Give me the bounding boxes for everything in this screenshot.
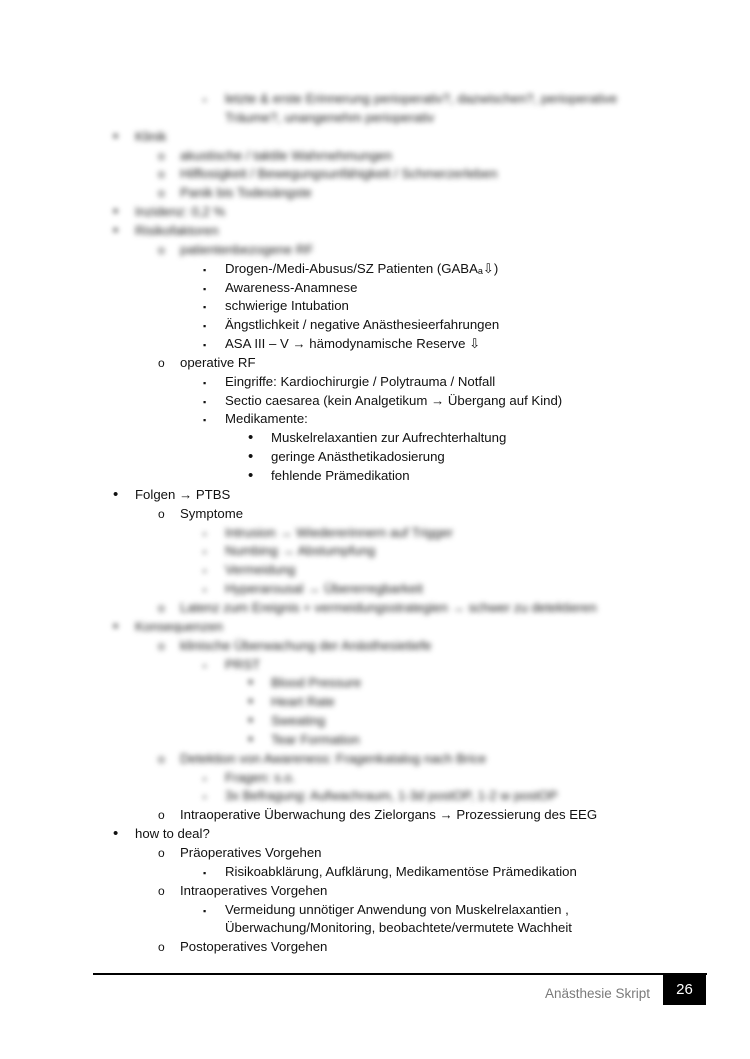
outline-item-text: Sectio caesarea (kein Analgetikum → Übergang auf Kind) [225,392,563,408]
bullet-circle-icon: o [158,940,165,955]
bullet-dot-icon: • [248,693,254,711]
outline-item-text: schwierige Intubation [225,298,349,314]
bullet-dot-icon: • [113,825,119,843]
bullet-dot-icon: • [248,674,254,692]
bullet-square-icon: ▪ [203,415,207,426]
outline-item-text: Intraoperatives Vorgehen [180,882,328,898]
bullet-square-icon: ▪ [203,95,207,105]
outline-item-text: PRST [225,656,261,672]
outline-item-text: Konsequenzen [135,618,223,634]
bullet-circle-icon: o [158,883,165,898]
footer-rule [93,973,707,975]
outline-item-text: Risikofaktoren [135,222,219,238]
bullet-square-icon: ▪ [203,905,207,916]
outline-item-text: Präoperatives Vorgehen [180,845,322,860]
bullet-dot-icon: • [248,448,254,466]
bullet-square-icon: ▪ [203,792,207,803]
outline-item-text: Numbing → Abstumpfung [225,543,376,559]
bullet-circle-icon: o [158,167,165,182]
outline-item-text: 3x Befragung: Aufwachraum, 1-3d postOP, 1-2 w postOP [225,788,558,804]
bullet-circle-icon: o [158,186,165,201]
bullet-dot-icon: • [113,127,119,145]
bullet-square-icon: ▪ [203,264,207,275]
bullet-dot-icon: • [113,203,119,221]
outline-item-text: patientenbezogene RF [180,241,314,257]
outline-item-text: Heart Rate [271,694,335,710]
outline-item-text: Tear Formation [271,731,360,747]
bullet-dot-icon: • [113,485,119,503]
bullet-square-icon: ▪ [203,660,207,671]
outline-item-text: letzte & erste Erinnerung perioperativ?, dazwischen?, perioperative [225,91,618,106]
bullet-circle-icon: o [158,355,165,370]
bullet-square-icon: ▪ [203,283,207,294]
bullet-square-icon: ▪ [203,396,207,407]
outline-item-text: Fragen: s.o. [225,769,296,785]
outline-item-text: Blood Pressure [271,675,362,691]
bullet-circle-icon: o [158,506,165,521]
outline-item-text: Träume?, unangenehm perioperativ [225,109,435,125]
outline-item-text: Folgen → PTBS [135,486,231,502]
outline-item-text: Ängstlichkeit / negative Anästhesieerfahrungen [225,317,500,333]
outline-item-text: Drogen-/Medi-Abusus/SZ Patienten (GABAₐ⇩) [225,260,499,276]
outline-item-text: Medikamente: [225,411,308,427]
outline-item-text: Panik bis Todesängste [180,185,312,201]
outline-item-text: Detektion von Awareness: Fragenkatalog nach Brice [180,750,487,766]
bullet-dot-icon: • [113,617,119,635]
bullet-circle-icon: o [158,808,165,823]
bullet-square-icon: ▪ [203,321,207,332]
bullet-square-icon: ▪ [203,566,207,577]
outline-item-text: Sweating [271,713,326,729]
bullet-circle-icon: o [158,600,165,615]
bullet-circle-icon: o [158,148,165,163]
outline-item-text: Risikoabklärung, Aufklärung, Medikamentöse Prämedikation [225,863,577,879]
outline-item-text: Muskelrelaxantien zur Aufrechterhaltung [271,430,507,446]
bullet-square-icon: ▪ [203,547,207,558]
outline-item-text: Vermeidung [225,562,296,578]
outline-item-text: Awareness-Anamnese [225,279,358,295]
bullet-dot-icon: • [113,221,119,239]
outline-item-text: Latenz zum Ereignis + vermeidungsstrategien → schwer zu detektieren [180,599,597,615]
outline-item-text: akustische / taktile Wahrnehmungen [180,147,393,163]
outline-item-text: Intrusion → Wiedererinnern auf Trigger [225,524,453,540]
bullet-dot-icon: • [248,730,254,748]
outline-item-text: Symptome [180,505,244,521]
bullet-circle-icon: o [158,242,165,257]
bullet-dot-icon: • [248,712,254,730]
outline-item-text: Überwachung/Monitoring, beobachtete/vermutete Wachheit [225,920,572,936]
outline-item-text: how to deal? [135,826,210,842]
bullet-circle-icon: o [158,846,165,860]
outline-item-text: Inzidenz: 0,2 % [135,204,226,220]
bullet-square-icon: ▪ [203,528,207,539]
outline-item-text: Vermeidung unnötiger Anwendung von Muskelrelaxantien , [225,901,569,917]
page-number: 26 [663,975,706,1005]
footer-label: Anästhesie Skript [544,986,650,1001]
bullet-square-icon: ▪ [203,377,207,388]
outline-item-text: operative RF [180,354,256,370]
outline-item-text: Postoperatives Vorgehen [180,939,328,955]
outline-item-text: geringe Anästhetikadosierung [271,449,445,465]
outline-item-text: Hilflosigkeit / Bewegungsunfähigkeit / Schmerzerleben [180,166,498,182]
outline-item-text: Eingriffe: Kardiochirurgie / Polytrauma / Notfall [225,373,496,389]
outline-item-text: Intraoperative Überwachung des Zielorgans → Prozessierung des EEG [180,807,598,823]
outline-item-text: klinische Überwachung der Anästhesietiefe [180,637,432,653]
bullet-dot-icon: • [248,467,254,484]
bullet-square-icon: ▪ [203,585,207,596]
outline-item-text: fehlende Prämedikation [271,468,410,483]
bullet-dot-icon: • [248,429,254,447]
bullet-square-icon: ▪ [203,302,207,313]
outline-item-text: ASA III – V → hämodynamische Reserve ⇩ [225,336,481,352]
bullet-circle-icon: o [158,638,165,653]
bullet-circle-icon: o [158,751,165,766]
outline-item-text: Klinik [135,128,167,144]
bullet-square-icon: ▪ [203,867,207,878]
bullet-square-icon: ▪ [203,340,207,351]
bullet-square-icon: ▪ [203,773,207,784]
outline-item-text: Hyperarousal → Übererregbarkeit [225,581,423,597]
